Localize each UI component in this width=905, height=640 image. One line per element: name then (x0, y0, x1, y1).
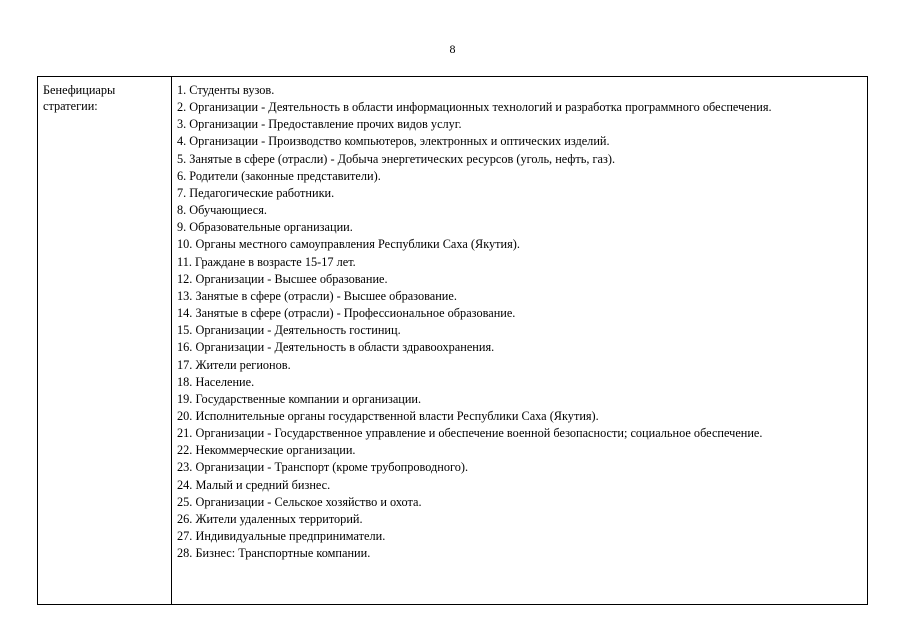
list-item: 11. Граждане в возрасте 15-17 лет. (177, 254, 356, 269)
list-item: 2. Организации - Деятельность в области информационных технологий и разработка программного обеспечения. (177, 100, 772, 115)
list-item: 26. Жители удаленных территорий. (177, 511, 363, 526)
list-item: 3. Организации - Предоставление прочих видов услуг. (177, 117, 462, 132)
page-number: 8 (449, 42, 456, 56)
table-label-cell: Бенефициары стратегии: (38, 77, 172, 604)
list-item: 15. Организации - Деятельность гостиниц. (177, 323, 401, 338)
list-item: 5. Занятые в сфере (отрасли) - Добыча энергетических ресурсов (уголь, нефть, газ). (177, 151, 616, 166)
list-item: 20. Исполнительные органы государственной власти Республики Саха (Якутия). (177, 408, 599, 423)
list-item: 25. Организации - Сельское хозяйство и охота. (177, 494, 422, 509)
list-item: 7. Педагогические работники. (177, 185, 335, 200)
list-item: 21. Организации - Государственное управление и обеспечение военной безопасности; социальное обеспечение. (177, 426, 763, 441)
list-item: 6. Родители (законные представители). (177, 168, 381, 183)
list-item: 22. Некоммерческие организации. (177, 443, 356, 458)
beneficiaries-table (37, 76, 868, 605)
list-item: 13. Занятые в сфере (отрасли) - Высшее образование. (177, 288, 457, 303)
list-item: 24. Малый и средний бизнес. (177, 477, 331, 492)
list-item: 19. Государственные компании и организации. (177, 391, 422, 406)
list-item: 28. Бизнес: Транспортные компании. (177, 546, 371, 561)
list-item: 4. Организации - Производство компьютеров, электронных и оптических изделий. (177, 134, 610, 149)
list-item: 16. Организации - Деятельность в области здравоохранения. (177, 340, 495, 355)
list-item: 9. Образовательные организации. (177, 220, 353, 235)
table-content-cell (172, 77, 867, 604)
list-item: 18. Население. (177, 374, 255, 389)
list-item: 17. Жители регионов. (177, 357, 291, 372)
list-item: 23. Организации - Транспорт (кроме трубопроводного). (177, 460, 469, 475)
list-item: 8. Обучающиеся. (177, 203, 267, 218)
list-item: 14. Занятые в сфере (отрасли) - Профессиональное образование. (177, 306, 516, 321)
list-item: 27. Индивидуальные предприниматели. (177, 529, 386, 544)
list-item: 10. Органы местного самоуправления Республики Саха (Якутия). (177, 237, 520, 252)
list-item: 1. Студенты вузов. (177, 83, 275, 97)
list-item: 12. Организации - Высшее образование. (177, 271, 388, 286)
